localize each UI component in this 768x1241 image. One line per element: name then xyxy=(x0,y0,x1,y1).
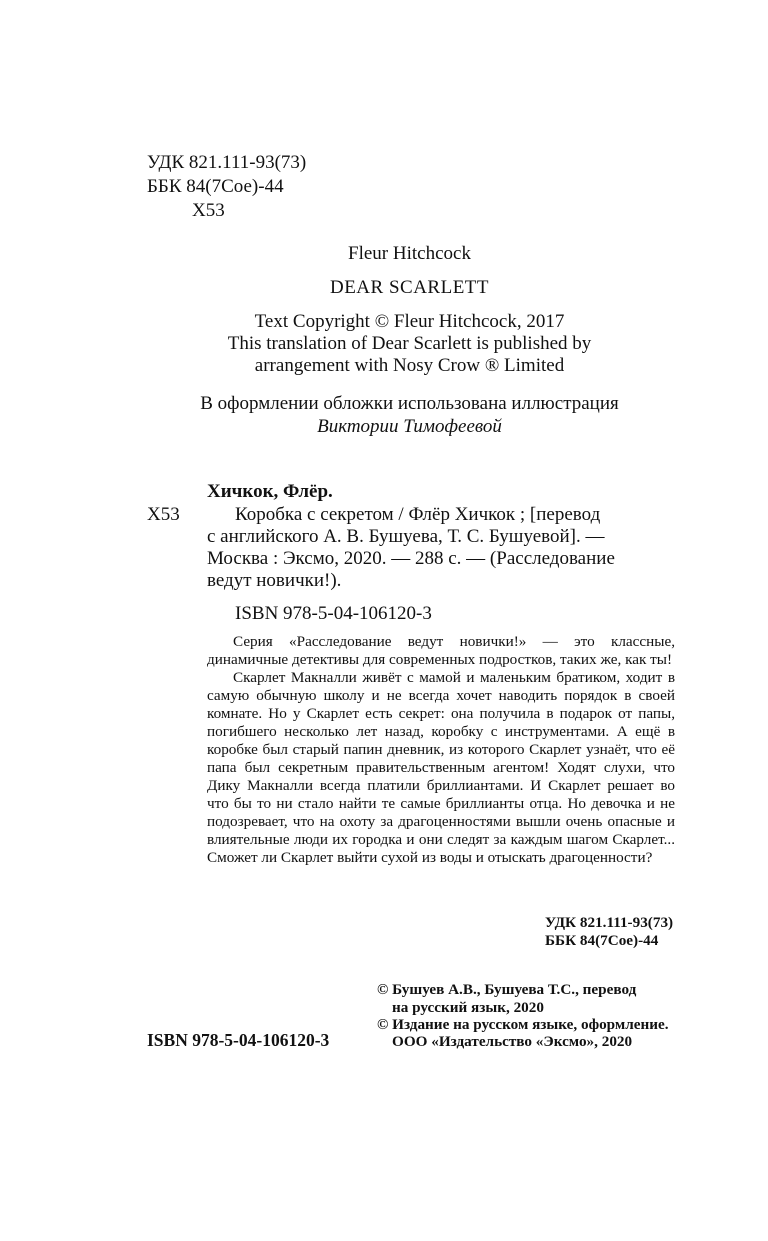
bib-line: Москва : Эксмо, 2020. — 288 с. — (Расследование xyxy=(207,548,615,569)
annotation-udk: УДК 821.111-93(73) xyxy=(545,914,674,931)
udk-code: УДК 821.111-93(73) xyxy=(147,152,307,173)
cover-credit-line2: Виктории Тимофеевой xyxy=(317,416,502,437)
bib-description xyxy=(207,504,675,592)
annotation-paragraph: Серия «Расследование ведут новички!» — это классные, динамичные детективы для современных подростков, таких же, как ты! xyxy=(207,633,675,668)
bib-line: ведут новички!). xyxy=(207,570,342,591)
footer-copyright-line: © Бушуев А.В., Бушуева Т.С., перевод xyxy=(377,981,637,998)
footer-copyright-line: © Издание на русском языке, оформление. xyxy=(377,1016,669,1033)
annotation-bbk: ББК 84(7Сое)-44 xyxy=(545,932,659,949)
original-title: DEAR SCARLETT xyxy=(329,277,490,298)
bib-mark: Х53 xyxy=(147,504,180,525)
bib-line: Коробка с секретом / Флёр Хичкок ; [перевод xyxy=(235,504,601,525)
original-copyright xyxy=(147,311,672,377)
footer-isbn: ISBN 978-5-04-106120-3 xyxy=(147,1030,330,1050)
original-copyright-line: Text Copyright © Fleur Hitchcock, 2017 xyxy=(254,311,565,332)
footer-copyright-line: ООО «Издательство «Эксмо», 2020 xyxy=(392,1033,633,1050)
author-mark: Х53 xyxy=(192,200,225,221)
bib-line: с английского А. В. Бушуева, Т. С. Бушуевой]. — xyxy=(207,526,605,547)
original-author: Fleur Hitchcock xyxy=(348,243,471,264)
bib-heading: Хичкок, Флёр. xyxy=(207,481,333,502)
bbk-code: ББК 84(7Сое)-44 xyxy=(147,176,284,197)
footer-copyright-line: на русский язык, 2020 xyxy=(392,999,544,1016)
original-copyright-line: This translation of Dear Scarlett is published by xyxy=(227,333,592,354)
annotation-paragraph: Скарлет Макналли живёт с мамой и маленьким братиком, ходит в самую обычную школу и не всегда хочет наводить порядок в своей комнате. Но у Скарлет есть секрет: она получила в подарок от папы, погибшего несколько лет назад, коробку с инструментами. А ещё в коробке был старый папин дневник, из которого Скарлет узнаёт, что её папа был секретным правительственным агентом! Ходят слухи, что Дику Макналли всегда платили бриллиантами. И Скарлет решает во что бы то ни стало найти те самые бриллианты отца. Но девочка и не подозревает, что на охоту за драгоценностями вышли очень опасные и влиятельные люди их городка и они следят за каждым шагом Скарлет... Сможет ли Скарлет выйти сухой из воды и отыскать драгоценности? xyxy=(207,669,675,866)
cover-credit-line1: В оформлении обложки использована иллюстрация xyxy=(200,393,619,414)
bib-isbn: ISBN 978-5-04-106120-3 xyxy=(235,603,432,624)
annotation xyxy=(207,633,675,867)
original-copyright-line: arrangement with Nosy Crow ® Limited xyxy=(254,355,565,376)
